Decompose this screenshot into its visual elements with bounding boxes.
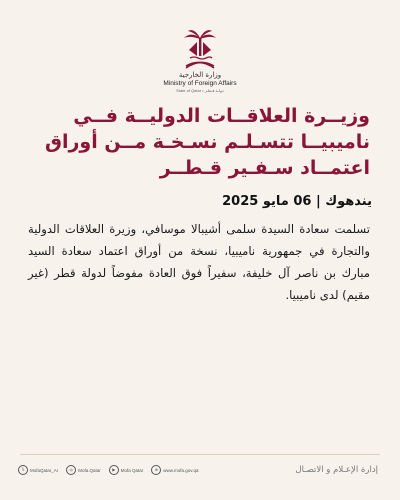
logo-english-text: Ministry of Foreign Affairs (163, 80, 237, 87)
social-instagram[interactable] (66, 465, 101, 475)
headline: وزيــرة العلاقــات الدوليــة فــي ناميبيــا تتسـلـم نسـخـة مــن أوراق اعتمــاد سـفـير قـطــر (44, 105, 370, 179)
footer-divider (20, 454, 380, 455)
instagram-icon: ◎ (66, 465, 76, 475)
social-youtube[interactable] (109, 465, 144, 475)
dateline: يندهوك | 06 مايو 2025 (222, 194, 372, 209)
x-icon: 𝕏 (18, 465, 28, 475)
social-youtube-label: Mofa Qatar (120, 467, 144, 473)
youtube-icon: ▶ (109, 465, 119, 475)
social-website[interactable] (151, 465, 198, 475)
globe-icon: ⊕ (151, 465, 161, 475)
article-body: تسلمت سعادة السيدة سلمى أشيبالا موسافي، وزيرة العلاقات الدولية والتجارة في جمهورية ناميبيا، نسخة من أوراق اعتماد سعادة السيد مبارك بن ناصر آل خليفة، سفيراً فوق العادة مفوضاً لدولة قطر (غير مقيم) لدى ناميبيا. (28, 222, 370, 302)
social-x[interactable] (18, 465, 58, 475)
ministry-logo (0, 28, 400, 93)
logo-state-text: State of Qatar • دولـة قـطـر (176, 88, 224, 93)
social-website-label: www.mofa.gov.qa (163, 467, 199, 473)
department-name: إدارة الإعـلام و الاتصـال (295, 465, 378, 475)
ministry-emblem-icon (180, 28, 220, 70)
social-instagram-label: Mofa.Qatar (78, 467, 101, 473)
social-links (18, 465, 198, 475)
footer (18, 463, 378, 477)
logo-arabic-text: وزارة الخارجية (178, 71, 222, 79)
social-x-label: MofaQatar_Ar (30, 467, 59, 473)
